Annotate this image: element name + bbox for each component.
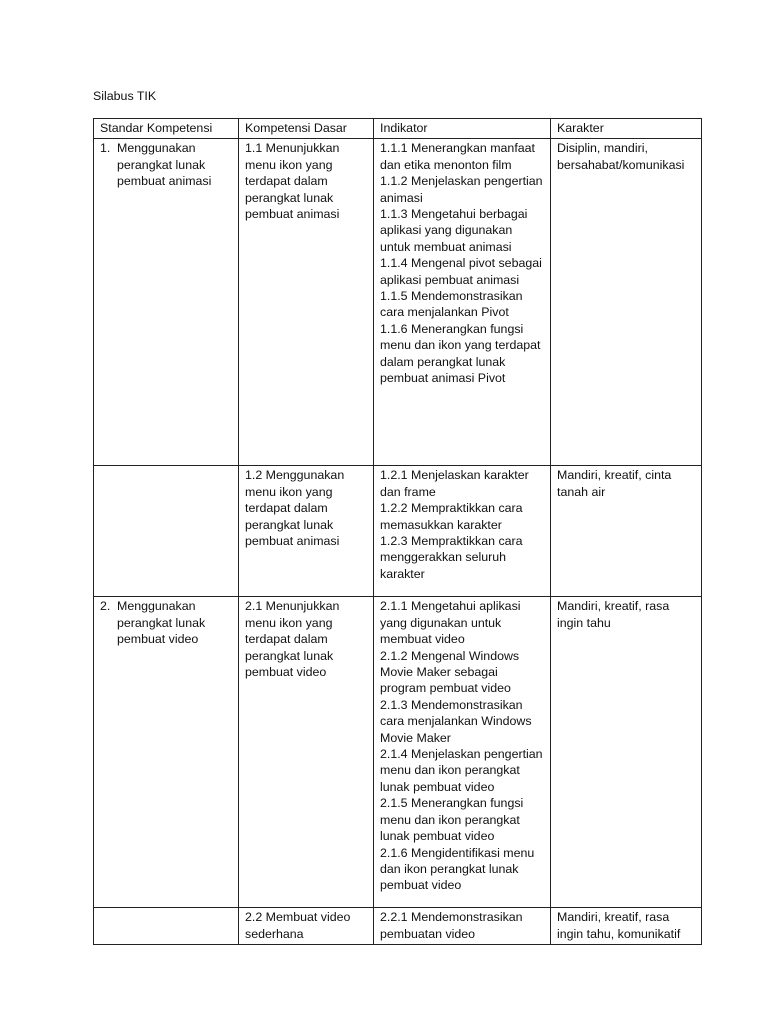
indikator-item: 2.1.4 Menjelaskan pengertian menu dan ikon perangkat lunak pembuat video [380,747,543,794]
cell-karakter: Disiplin, mandiri, bersahabat/komunikasi [551,139,702,466]
indikator-item: 2.1.3 Mendemonstrasikan cara menjalankan Windows Movie Maker [380,697,532,745]
cell-standar-kompetensi [94,466,239,597]
indikator-item: 1.2.2 Mempraktikkan cara memasukkan karakter [380,501,523,532]
cell-karakter: Mandiri, kreatif, cinta tanah air [551,466,702,597]
table-row [94,597,702,908]
cell-kompetensi-dasar: 1.2 Menggunakan menu ikon yang terdapat dalam perangkat lunak pembuat animasi [239,466,374,597]
indikator-item: 2.1.5 Menerangkan fungsi menu dan ikon perangkat lunak pembuat video [380,796,524,844]
table-row [94,908,702,945]
indikator-item: 1.1.2 Menjelaskan pengertian animasi [380,174,543,205]
cell-indikator [374,466,551,597]
indikator-item: 1.1.5 Mendemonstrasikan cara menjalankan Pivot [380,289,523,320]
cell-kompetensi-dasar: 2.1 Menunjukkan menu ikon yang terdapat dalam perangkat lunak pembuat video [239,597,374,908]
sk-number: 1. [100,141,111,156]
indikator-item: 1.1.6 Menerangkan fungsi menu dan ikon yang terdapat dalam perangkat lunak pembuat animasi Pivot [380,321,541,386]
cell-indikator [374,139,551,466]
indikator-item: 2.1.2 Mengenal Windows Movie Maker sebagai program pembuat video [380,648,520,696]
sk-number: 2. [100,599,111,614]
cell-karakter: Mandiri, kreatif, rasa ingin tahu [551,597,702,908]
cell-kompetensi-dasar: 2.2 Membuat video sederhana [239,908,374,945]
cell-karakter: Mandiri, kreatif, rasa ingin tahu, komunikatif [551,908,702,945]
table-row [94,139,702,466]
cell-standar-kompetensi [94,908,239,945]
cell-indikator [374,908,551,945]
cell-indikator [374,597,551,908]
header-karakter: Karakter [551,119,702,139]
document-title: Silabus TIK [93,89,157,103]
cell-standar-kompetensi [94,597,239,908]
sk-text: Menggunakan perangkat lunak pembuat animasi [117,141,212,189]
cell-standar-kompetensi [94,139,239,466]
indikator-item: 1.1.4 Mengenal pivot sebagai aplikasi pembuat animasi [380,256,542,287]
indikator-item: 2.2.1 Mendemonstrasikan pembuatan video [380,910,523,941]
table-header-row [94,119,702,139]
indikator-item: 2.1.1 Mengetahui aplikasi yang digunakan untuk membuat video [380,599,521,647]
table-row [94,466,702,597]
cell-kompetensi-dasar: 1.1 Menunjukkan menu ikon yang terdapat dalam perangkat lunak pembuat animasi [239,139,374,466]
indikator-item: 1.1.1 Menerangkan manfaat dan etika menonton film [380,141,535,172]
header-indikator: Indikator [374,119,551,139]
syllabus-table [93,118,702,945]
sk-text: Menggunakan perangkat lunak pembuat video [117,599,206,647]
indikator-item: 2.1.6 Mengidentifikasi menu dan ikon perangkat lunak pembuat video [380,845,535,893]
header-kompetensi-dasar: Kompetensi Dasar [239,119,374,139]
indikator-item: 1.1.3 Mengetahui berbagai aplikasi yang digunakan untuk membuat animasi [380,207,528,254]
header-standar-kompetensi: Standar Kompetensi [94,119,239,139]
indikator-item: 1.2.3 Mempraktikkan cara menggerakkan seluruh karakter [380,534,523,581]
indikator-item: 1.2.1 Menjelaskan karakter dan frame [380,468,529,499]
